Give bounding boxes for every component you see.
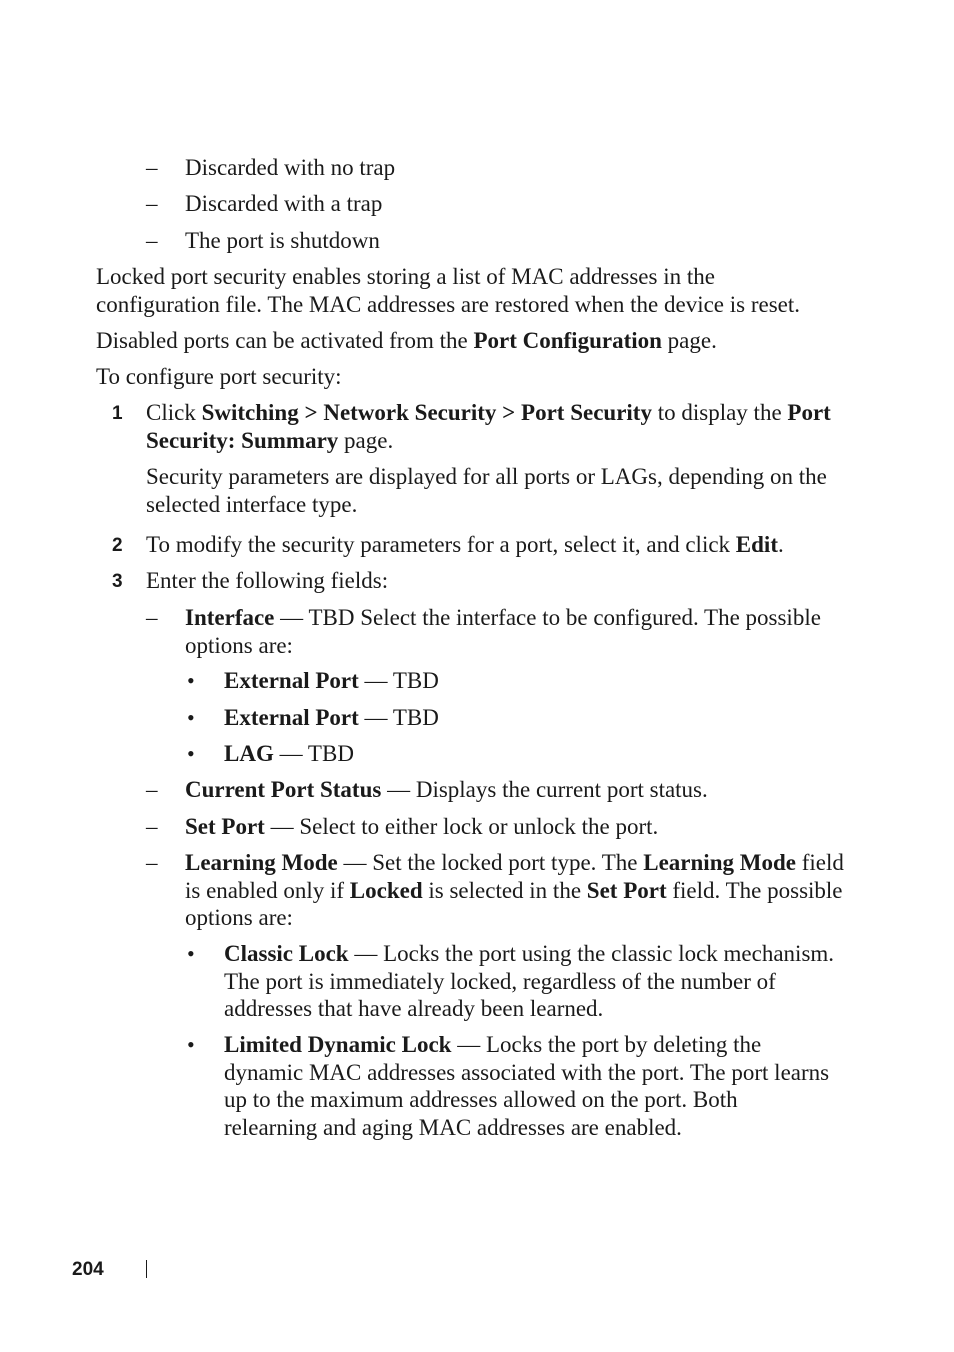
paragraph-locked-port [96,263,800,318]
field-interface-text: Interface — TBD Select the interface to be configured. The possible options are: [185,605,821,658]
dash-item-with-trap: Discarded with a trap [185,191,383,216]
option-limited-dynamic-lock: Limited Dynamic Lock — Locks the port by deleting the dynamic MAC addresses associated with the port. The port learns up to the maximum addresses allowed on the port. Both relearning and aging MAC addresses are enabled. [224,1032,830,1140]
menu-path: Switching > Network Security > Port Security [201,400,652,425]
dash-marker: – [146,191,158,216]
bullet-marker: • [187,941,195,966]
step-1-text: Click Switching > Network Security > Port Security to display the Port Security: Summary page. [146,400,831,453]
bullet-marker: • [187,1032,195,1057]
dash-marker: – [146,228,158,253]
option-external-port: External Port — TBD [224,668,439,693]
bullet-marker: • [187,668,195,693]
edit-button-text: Edit [735,532,778,557]
step-2-text: To modify the security parameters for a port, select it, and click Edit. [146,532,784,557]
option-lag: LAG — TBD [224,741,354,766]
port-configuration-link-text: Port Configuration [473,328,662,353]
paragraph-disabled-ports: Disabled ports can be activated from the Port Configuration page. [96,328,717,353]
step-number: 2 [112,535,123,556]
step-number: 3 [112,571,123,592]
paragraph-to-configure: To configure port security: [96,364,342,389]
bullet-marker: • [187,705,195,730]
dash-item-shutdown: The port is shutdown [185,228,380,253]
step-number: 1 [112,403,123,424]
dash-marker: – [146,814,158,839]
document-page: – Discarded with no trap – Discarded with a trap – The port is shutdown Locked port security enables storing a list of MAC addresses in the configuration file. The MAC addresses are restored when the device is reset. Disabled ports can be activated from the Port Configuration page. To configure port security: 1 Click Switching > Network Security > Port Security to display the Port Security: Summary page. Security parameters are displayed for all ports or LAGs, depending on the selected interface type. 2 To modify the security parameters for a port, select it, and click Edit. 3 Enter the following fields: – Interface — TBD Select the interface to be configured. The possible options are: • External Port — TBD • External Port — TBD • LAG — TBD – Current Port Status — Displays the current port status. – Set Port — Select to either lock or unlock the port. – Learning Mode — Set the locked port type. The Learning Mode field is enabled only if Locked is selected in the Set Port field. The possible options are: • Classic Lock — Locks the port using the classic lock mechanism. The port is immediately locked, regardless of the number of addresses that have already been learned. • Limited Dynamic Lock — Locks the port by deleting the dynamic MAC addresses associated with the port. The port learns up to the maximum addresses allowed on the port. Both relearning and aging MAC addresses are enabled. 204 [0,0,954,1352]
option-external-port: External Port — TBD [224,705,439,730]
field-learning-mode-text: Learning Mode — Set the locked port type. The Learning Mode field is enabled only if Locked is selected in the Set Port field. The possible options are: [185,850,844,930]
bullet-marker: • [187,741,195,766]
step-1-subparagraph: Security parameters are displayed for all ports or LAGs, depending on the selected interface type. [146,464,827,517]
option-classic-lock: Classic Lock — Locks the port using the classic lock mechanism. The port is immediately locked, regardless of the number of addresses that have already been learned. [224,941,835,1021]
dash-marker: – [146,777,158,802]
paragraph-line: configuration file. The MAC addresses are restored when the device is reset. [96,291,801,317]
footer-divider [146,1260,147,1278]
dash-item-no-trap: Discarded with no trap [185,155,396,180]
paragraph-line: Locked port security enables storing a list of MAC addresses in the [96,264,715,289]
dash-marker: – [146,605,158,630]
dash-marker: – [146,850,158,875]
step-3-text: Enter the following fields: [146,568,389,593]
dash-marker: – [146,155,158,180]
page-number: 204 [72,1259,104,1280]
